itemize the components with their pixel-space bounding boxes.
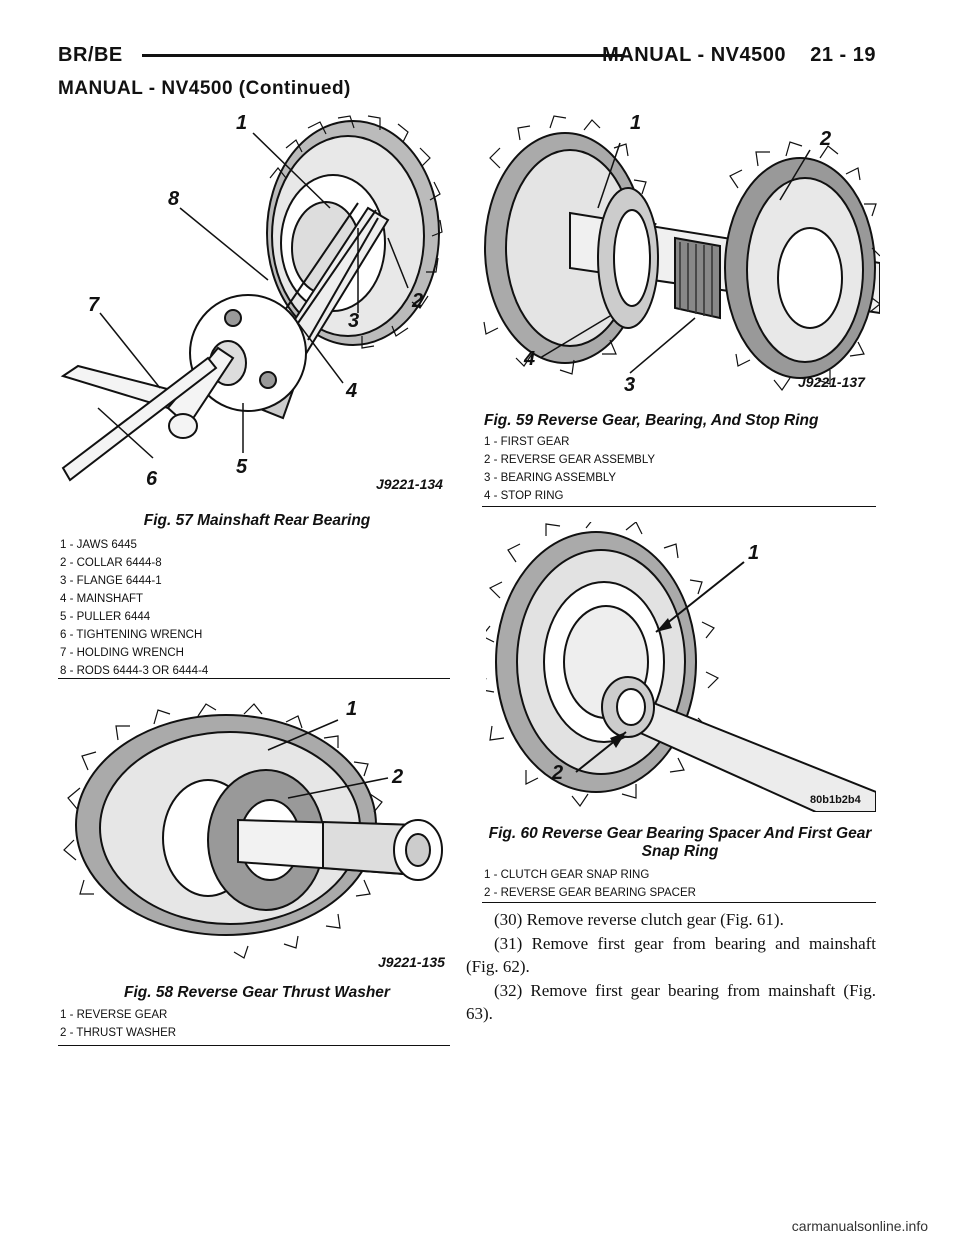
fig59-reverse-gear [725,158,875,378]
fig57-legend-item: 7 - HOLDING WRENCH [60,647,184,659]
fig57-legend-item: 2 - COLLAR 6444-8 [60,557,162,569]
procedure-steps [466,908,876,1026]
fig59-legend-item: 3 - BEARING ASSEMBLY [484,472,617,484]
fig57-illustration [58,108,456,503]
fig60-caption [482,825,878,861]
fig59-legend [484,433,655,505]
fig59-callout-4: 4 [524,348,536,370]
fig57-legend-item: 1 - JAWS 6445 [60,539,137,551]
fig60-illustration [486,522,876,812]
fig58-illustration [58,690,456,970]
fig57-callout-7: 7 [88,294,100,316]
fig59-illustration [480,108,880,398]
page-header [58,40,876,70]
fig58-callout-2: 2 [392,766,404,788]
fig57-callout-6: 6 [146,468,158,490]
fig59-legend-item: 4 - STOP RING [484,490,564,502]
fig60-legend-item: 2 - REVERSE GEAR BEARING SPACER [484,887,696,899]
fig57-legend-item: 4 - MAINSHAFT [60,593,144,605]
fig59-caption: Fig. 59 Reverse Gear, Bearing, And Stop Ring [484,412,819,429]
fig57-callout-5: 5 [236,456,248,478]
header-title-page: MANUAL - NV4500 21 - 19 [602,44,876,66]
fig60-caption-line2: Snap Ring [641,843,719,860]
fig58-legend-item: 1 - REVERSE GEAR [60,1009,168,1021]
fig60-ref-code: 80b1b2b4 [810,794,861,806]
fig57-callout-4: 4 [346,380,358,402]
fig59-ref-code: J9221-137 [798,374,865,390]
fig59-legend-item: 2 - REVERSE GEAR ASSEMBLY [484,454,656,466]
fig58-rule [58,1045,450,1046]
fig60-legend-item: 1 - CLUTCH GEAR SNAP RING [484,869,650,881]
fig57-legend-item: 6 - TIGHTENING WRENCH [60,629,203,641]
fig60-rule [482,902,876,903]
fig59-callout-1: 1 [630,112,642,134]
fig58-ref-code: J9221-135 [378,954,445,970]
fig57-callout-1: 1 [236,112,248,134]
fig59-rule [482,506,876,507]
fig58-legend-item: 2 - THRUST WASHER [60,1027,177,1039]
fig60-gear [496,532,696,792]
page-subheading: MANUAL - NV4500 (Continued) [58,78,351,99]
fig57-legend-item: 8 - RODS 6444-3 OR 6444-4 [60,665,209,677]
fig59-callout-3: 3 [624,374,636,396]
step-31: (31) Remove first gear from bearing and mainshaft (Fig. 62). [466,933,876,976]
fig59-bearing [675,238,720,318]
fig57-legend [60,536,208,680]
header-section-code: BR/BE [58,44,123,66]
fig59-legend-item: 1 - FIRST GEAR [484,436,570,448]
fig58-callout-1: 1 [346,698,358,720]
fig57-caption: Fig. 57 Mainshaft Rear Bearing [143,512,371,529]
fig57-legend-item: 3 - FLANGE 6444-1 [60,575,162,587]
fig60-legend [484,866,696,902]
fig57-rule [58,678,450,679]
fig60-caption-line1: Fig. 60 Reverse Gear Bearing Spacer And First Gear [488,825,872,842]
fig58-legend [60,1006,176,1042]
fig57-wrenches [63,348,233,480]
fig60-callout-1: 1 [748,542,760,564]
fig57-ref-code: J9221-134 [376,476,443,492]
fig59-callout-2: 2 [820,128,832,150]
fig57-callout-2: 2 [412,290,424,312]
fig57-legend-item: 5 - PULLER 6444 [60,611,151,623]
fig59-stop-ring [598,188,658,328]
step-32: (32) Remove first gear bearing from mainshaft (Fig. 63). [466,980,876,1023]
step-30: (30) Remove reverse clutch gear (Fig. 61). [494,910,784,929]
header-rule [142,54,624,57]
footer-watermark: carmanualsonline.info [791,1218,928,1234]
fig57-callout-3: 3 [348,310,360,332]
fig58-caption: Fig. 58 Reverse Gear Thrust Washer [124,984,390,1001]
fig60-callout-2: 2 [552,762,564,784]
fig57-callout-8: 8 [168,188,180,210]
